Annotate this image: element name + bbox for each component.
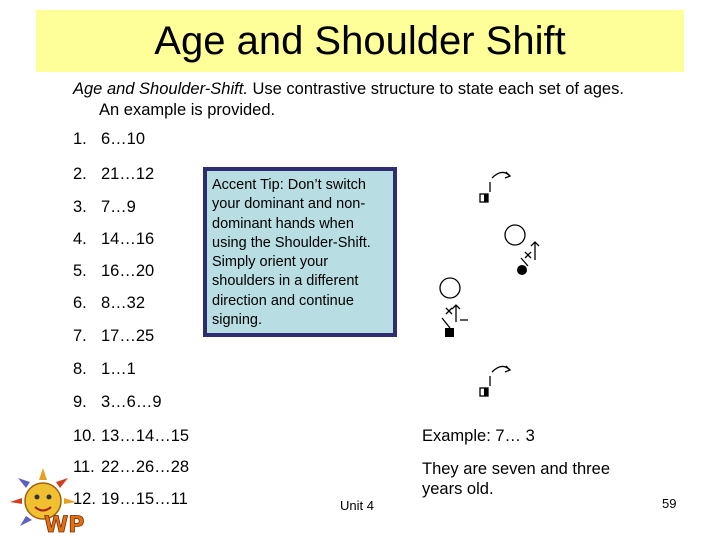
- item-text: 6…10: [101, 130, 146, 148]
- instructions-lead: Age and Shoulder-Shift.: [73, 80, 248, 98]
- list-item: [73, 262, 154, 281]
- list-item: [73, 360, 136, 379]
- footer-unit: Unit 4: [340, 498, 374, 513]
- list-item: [73, 427, 189, 446]
- item-number: 2.: [73, 165, 87, 183]
- example-answer: They are seven and three years old.: [422, 460, 611, 498]
- item-number: 7.: [73, 327, 87, 345]
- accent-tip-text: Accent Tip: Don’t switch your dominant and non-dominant hands when using the Shoulder-Shift. Simply orient your shoulders in a different direction and continue signing.: [212, 177, 371, 329]
- item-number: 1.: [73, 130, 87, 148]
- item-text: 16…20: [101, 262, 155, 280]
- item-number: 3.: [73, 198, 87, 216]
- item-number: 9.: [73, 393, 87, 411]
- item-text: 14…16: [101, 230, 155, 248]
- list-item: [73, 458, 189, 477]
- item-text: 17…25: [101, 327, 155, 345]
- item-number: 10.: [73, 427, 96, 445]
- title-bar: [36, 10, 684, 72]
- list-item: [73, 165, 154, 184]
- item-text: 7…9: [101, 198, 136, 216]
- item-number: 6.: [73, 294, 87, 312]
- sign-movement-diagram-icon: [420, 160, 560, 410]
- list-item: [73, 490, 188, 509]
- example-label: Example: 7… 3: [422, 427, 535, 445]
- instructions: [73, 79, 693, 121]
- item-text: 1…1: [101, 360, 136, 378]
- page-title: Age and Shoulder Shift: [154, 18, 566, 63]
- instructions-line1: Use contrastive structure to state each set of ages.: [247, 80, 624, 98]
- item-number: 4.: [73, 230, 87, 248]
- item-number: 8.: [73, 360, 87, 378]
- list-item: [73, 230, 154, 249]
- instructions-line2: An example is provided.: [99, 101, 276, 119]
- accent-tip-box: [203, 167, 397, 337]
- item-text: 19…15…11: [101, 490, 188, 508]
- item-text: 13…14…15: [101, 427, 190, 445]
- list-item: [73, 393, 162, 412]
- list-item: [73, 130, 145, 149]
- page-number: 59: [662, 496, 677, 511]
- item-text: 3…6…9: [101, 393, 162, 411]
- list-item: [73, 327, 154, 346]
- list-item: [73, 294, 145, 313]
- item-text: 22…26…28: [101, 458, 190, 476]
- svg-text:WP: WP: [44, 513, 85, 538]
- item-number: 12.: [73, 490, 96, 508]
- item-number: 5.: [73, 262, 87, 280]
- list-item: [73, 198, 136, 217]
- item-text: 8…32: [101, 294, 146, 312]
- item-number: 11.: [73, 458, 95, 476]
- item-text: 21…12: [101, 165, 155, 183]
